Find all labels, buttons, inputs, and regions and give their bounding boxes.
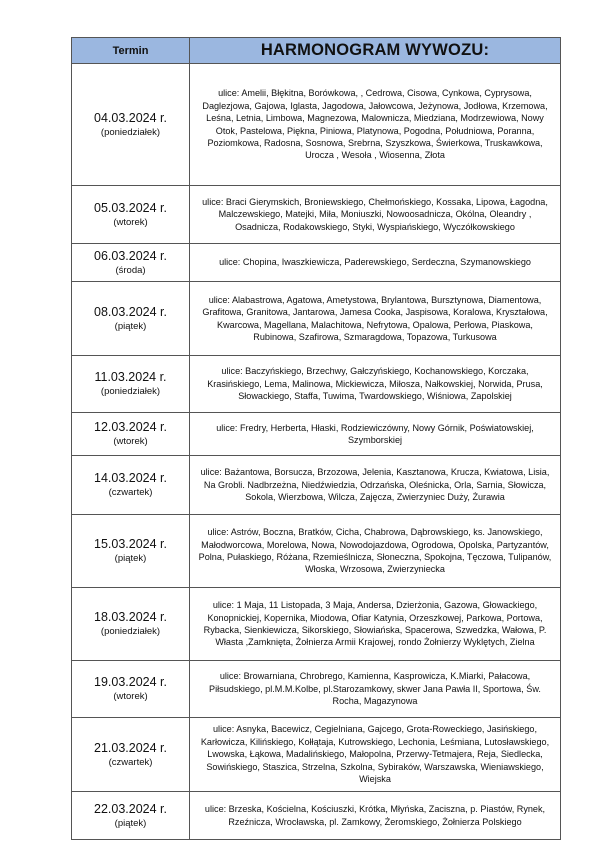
date-cell	[72, 413, 190, 456]
table-row	[72, 515, 561, 588]
date-cell	[72, 64, 190, 186]
table-row	[72, 356, 561, 413]
collection-date: 15.03.2024 r.	[94, 537, 167, 551]
weekday: (poniedziałek)	[100, 386, 161, 397]
date-cell	[72, 792, 190, 840]
weekday: (środa)	[115, 264, 146, 276]
weekday: (czwartek)	[108, 756, 153, 768]
weekday: (piątek)	[114, 553, 147, 564]
weekday: (poniedziałek)	[100, 626, 161, 637]
weekday: (piątek)	[114, 817, 147, 829]
streets-list: ulice: Chopina, Iwaszkiewicza, Paderewskiego, Serdeczna, Szymanowskiego	[190, 244, 561, 282]
streets-list: ulice: Asnyka, Bacewicz, Cegielniana, Gajcego, Grota-Roweckiego, Jasińskiego, Karłowicza, Kilińskiego, Kołłątaja, Kutrowskiego, Lechonia, Leśmiana, Lutosławskiego, Lwowska, Łąkowa, Madalińskiego, Małopolna, Przerwy-Tetmajera, Reja, Siedlecka, Sowińskiego, Staszica, Strzelna, Szkolna, Sybiraków, Warszawska, Wieniawskiego, Wiejska	[190, 718, 561, 792]
date-cell	[72, 244, 190, 282]
streets-list: ulice: Browarniana, Chrobrego, Kamienna, Kasprowicza, K.Miarki, Pałacowa, Piłsudskiego, pl.M.M.Kolbe, pl.Starozamkowy, skwer Jana Pawła II, Sportowa, Św. Rocha, Magazynowa	[190, 661, 561, 718]
table-row	[72, 64, 561, 186]
date-cell	[72, 718, 190, 792]
collection-schedule-table	[71, 37, 561, 840]
streets-list: ulice: Alabastrowa, Agatowa, Ametystowa, Brylantowa, Bursztynowa, Diamentowa, Grafitowa, Granitowa, Jantarowa, Jamesa Cooka, Jaspisowa, Koralowa, Kryształowa, Kwarcowa, Magellana, Malachitowa, Nefrytowa, Opalowa, Perłowa, Piaskowa, Rubinowa, Szafirowa, Szmaragdowa, Topazowa, Turkusowa	[190, 282, 561, 356]
table-row	[72, 456, 561, 515]
table-row	[72, 718, 561, 792]
term-column-header: Termin	[72, 38, 190, 64]
date-cell	[72, 356, 190, 413]
date-cell	[72, 588, 190, 661]
table-row	[72, 792, 561, 840]
table-header-row	[72, 38, 561, 64]
collection-date: 22.03.2024 r.	[94, 801, 167, 816]
collection-date: 21.03.2024 r.	[94, 740, 167, 755]
table-row	[72, 661, 561, 718]
weekday: (poniedziałek)	[100, 126, 161, 138]
streets-list: ulice: Fredry, Herberta, Hłaski, Rodziewiczówny, Nowy Górnik, Poświatowskiej, Szymborskiej	[190, 413, 561, 456]
streets-list: ulice: Baczyńskiego, Brzechwy, Gałczyńskiego, Kochanowskiego, Korczaka, Krasińskiego, Lema, Malinowa, Mickiewicza, Miłosza, Nałkowskiej, Norwida, Prusa, Słowackiego, Staffa, Tuwima, Twardowskiego, Wiśniowa, Zapolskiej	[190, 356, 561, 413]
collection-date: 14.03.2024 r.	[94, 471, 167, 485]
streets-list: ulice: Amelii, Błękitna, Borówkowa, , Cedrowa, Cisowa, Cynkowa, Cyprysowa, Daglezjowa, Gajowa, Iglasta, Jagodowa, Jałowcowa, Jeżynowa, Jodłowa, Krzemowa, Leśna, Letnia, Limbowa, Magnezowa, Malownicza, Miedziana, Modrzewiowa, Nowy Otok, Pastelowa, Piękna, Piniowa, Platynowa, Pogodna, Południowa, Poranna, Poziomkowa, Radosna, Sosnowa, Srebrna, Szyszkowa, Świerkowa, Truskawkowa, Urocza , Wesoła , Wiosenna, Złota	[190, 64, 561, 186]
table-row	[72, 186, 561, 244]
collection-date: 18.03.2024 r.	[94, 610, 167, 624]
collection-date: 12.03.2024 r.	[94, 420, 167, 434]
date-cell	[72, 186, 190, 244]
streets-list: ulice: Braci Gierymskich, Broniewskiego, Chełmońskiego, Kossaka, Lipowa, Łagodna, Malczewskiego, Matejki, Miła, Moniuszki, Nowoosadnicza, Okólna, Oleandry , Osadnicza, Rodakowskiego, Styki, Wyspiańskiego, Wyczółkowskiego	[190, 186, 561, 244]
weekday: (wtorek)	[113, 216, 148, 228]
table-row	[72, 413, 561, 456]
streets-list: ulice: Bażantowa, Borsucza, Brzozowa, Jelenia, Kasztanowa, Krucza, Kwiatowa, Lisia, Na Grobli. Nadbrzeżna, Niedźwiedzia, Odrzańska, Oleśnicka, Orla, Sarnia, Słowicza, Sokola, Wierzbowa, Wilcza, Zajęcza, Zwierzyniec Duży, Żurawia	[190, 456, 561, 515]
streets-list: ulice: Astrów, Boczna, Bratków, Cicha, Chabrowa, Dąbrowskiego, ks. Janowskiego, Małodworcowa, Morelowa, Nowa, Nowodojazdowa, Ogrodowa, Opolska, Partyzantów, Polna, Pułaskiego, Różana, Rzemieślnicza, Słoneczna, Spokojna, Tęczowa, Tulipanów, Włoska, Wrzosowa, Zwierzyniecka	[190, 515, 561, 588]
date-cell	[72, 515, 190, 588]
table-row	[72, 588, 561, 661]
collection-date: 08.03.2024 r.	[94, 304, 167, 319]
collection-date: 06.03.2024 r.	[94, 248, 167, 263]
streets-list: ulice: 1 Maja, 11 Listopada, 3 Maja, Andersa, Dzierżonia, Gazowa, Głowackiego, Konopnickiej, Kopernika, Miodowa, Ofiar Katynia, Orzeszkowej, Parkowa, Portowa, Rybacka, Sienkiewicza, Sikorskiego, Słowiańska, Spacerowa, Szwedzka, Wałowa, P. Własta ,Zamknięta, Żołnierza Armii Krajowej, rondo Żołnierzy Wyklętych, Zielna	[190, 588, 561, 661]
weekday: (wtorek)	[113, 691, 148, 702]
collection-date: 19.03.2024 r.	[94, 675, 167, 689]
weekday: (czwartek)	[108, 487, 153, 498]
collection-date: 11.03.2024 r.	[94, 370, 167, 384]
table-row	[72, 282, 561, 356]
date-cell	[72, 456, 190, 515]
schedule-document	[71, 37, 560, 840]
date-cell	[72, 282, 190, 356]
collection-date: 04.03.2024 r.	[94, 110, 167, 125]
collection-date: 05.03.2024 r.	[94, 200, 167, 215]
table-row	[72, 244, 561, 282]
streets-list: ulice: Brzeska, Kościelna, Kościuszki, Krótka, Młyńska, Zaciszna, p. Piastów, Rynek, Rzeźnicza, Wrocławska, pl. Zamkowy, Żeromskiego, Żołnierza Polskiego	[190, 792, 561, 840]
weekday: (wtorek)	[113, 436, 148, 447]
schedule-title: HARMONOGRAM WYWOZU:	[190, 38, 561, 64]
date-cell	[72, 661, 190, 718]
weekday: (piątek)	[114, 320, 147, 332]
